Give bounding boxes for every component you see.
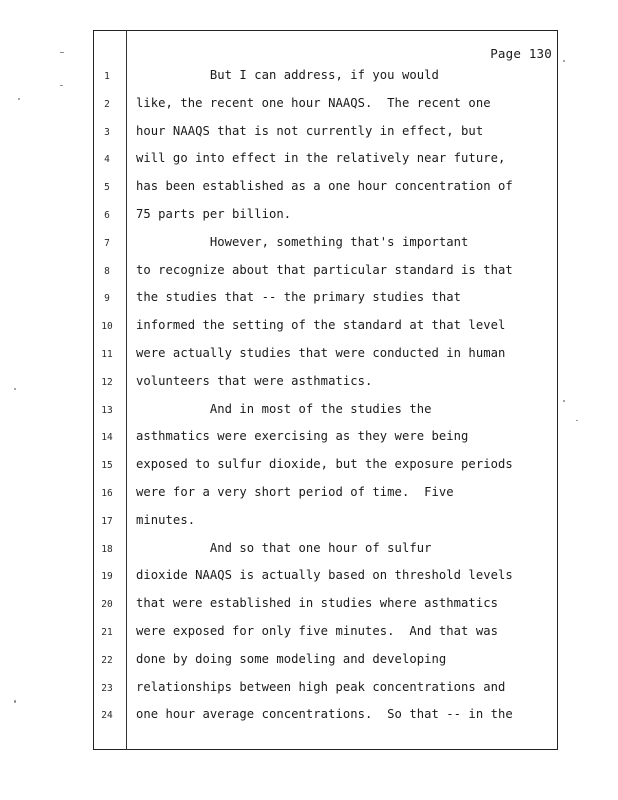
line-number: 13	[101, 404, 113, 416]
line-text: that were established in studies where asthmatics	[136, 596, 498, 611]
line-number: 24	[101, 710, 113, 722]
transcript-line	[0, 402, 618, 422]
transcript-line	[0, 429, 618, 449]
line-text: volunteers that were asthmatics.	[136, 373, 373, 388]
transcript-line	[0, 235, 618, 255]
line-text: done by doing some modeling and developing	[136, 651, 447, 666]
transcript-line	[0, 680, 618, 700]
transcript-line	[0, 263, 618, 283]
line-text: asthmatics were exercising as they were being	[136, 429, 469, 444]
line-number: 5	[104, 182, 110, 194]
line-number: 9	[104, 293, 110, 305]
transcript-line	[0, 151, 618, 171]
line-number: 23	[101, 682, 113, 694]
line-number: 22	[101, 654, 113, 666]
line-number: 14	[101, 432, 113, 444]
line-text: exposed to sulfur dioxide, but the exposure periods	[136, 457, 513, 472]
line-text: were actually studies that were conducted in human	[136, 346, 506, 360]
transcript-line	[0, 207, 618, 227]
transcript-line	[0, 96, 618, 116]
line-text: were for a very short period of time. Five	[136, 485, 454, 499]
transcript-line	[0, 290, 618, 310]
transcript-line	[0, 596, 618, 616]
line-number: 18	[101, 543, 113, 555]
line-text: dioxide NAAQS is actually based on threshold levels	[136, 568, 513, 583]
line-text: informed the setting of the standard at that level	[136, 318, 506, 333]
line-number: 11	[101, 349, 113, 360]
transcript-line	[0, 179, 618, 199]
line-number: 2	[104, 98, 110, 110]
line-number: 10	[101, 321, 113, 333]
line-text: hour NAAQS that is not currently in effect, but	[136, 123, 484, 138]
line-text: one hour average concentrations. So that -- in the	[136, 707, 513, 722]
line-text: 75 parts per billion.	[136, 207, 292, 221]
transcript-line	[0, 624, 618, 644]
line-number: 6	[104, 210, 110, 221]
transcript-line	[0, 346, 618, 366]
line-text: But I can address, if you would	[136, 68, 439, 82]
line-text: like, the recent one hour NAAQS. The recent one	[136, 95, 491, 110]
line-number: 17	[101, 515, 113, 527]
line-number: 15	[101, 460, 113, 472]
transcript-line	[0, 513, 618, 533]
transcript-line	[0, 457, 618, 477]
line-number: 8	[104, 265, 110, 277]
line-number: 3	[104, 126, 110, 138]
transcript-line	[0, 652, 618, 672]
transcript-line	[0, 568, 618, 588]
transcript-line	[0, 318, 618, 338]
line-text: the studies that -- the primary studies that	[136, 290, 462, 305]
line-text: relationships between high peak concentrations and	[136, 679, 506, 694]
page-number: Page 130	[490, 46, 552, 61]
line-number: 21	[101, 627, 113, 638]
line-number: 20	[101, 599, 113, 611]
transcript-line	[0, 707, 618, 727]
line-number: 12	[101, 376, 113, 388]
line-text: were exposed for only five minutes. And that was	[136, 624, 498, 638]
transcript-line	[0, 68, 618, 88]
line-number: 4	[104, 154, 110, 166]
line-text: And so that one hour of sulfur	[136, 540, 432, 555]
line-text: However, something that's important	[136, 234, 469, 249]
transcript-line	[0, 541, 618, 561]
line-number: 19	[101, 571, 113, 583]
line-text: will go into effect in the relatively near future,	[136, 151, 506, 166]
line-number: 7	[104, 237, 110, 249]
line-number: 16	[101, 488, 113, 499]
line-text: And in most of the studies the	[136, 401, 432, 416]
line-number: 1	[104, 71, 110, 82]
line-text: has been established as a one hour concentration of	[136, 179, 513, 194]
line-text: to recognize about that particular standard is that	[136, 262, 513, 277]
transcript-line	[0, 485, 618, 505]
transcript-line	[0, 124, 618, 144]
transcript-line	[0, 374, 618, 394]
line-text: minutes.	[136, 512, 196, 527]
